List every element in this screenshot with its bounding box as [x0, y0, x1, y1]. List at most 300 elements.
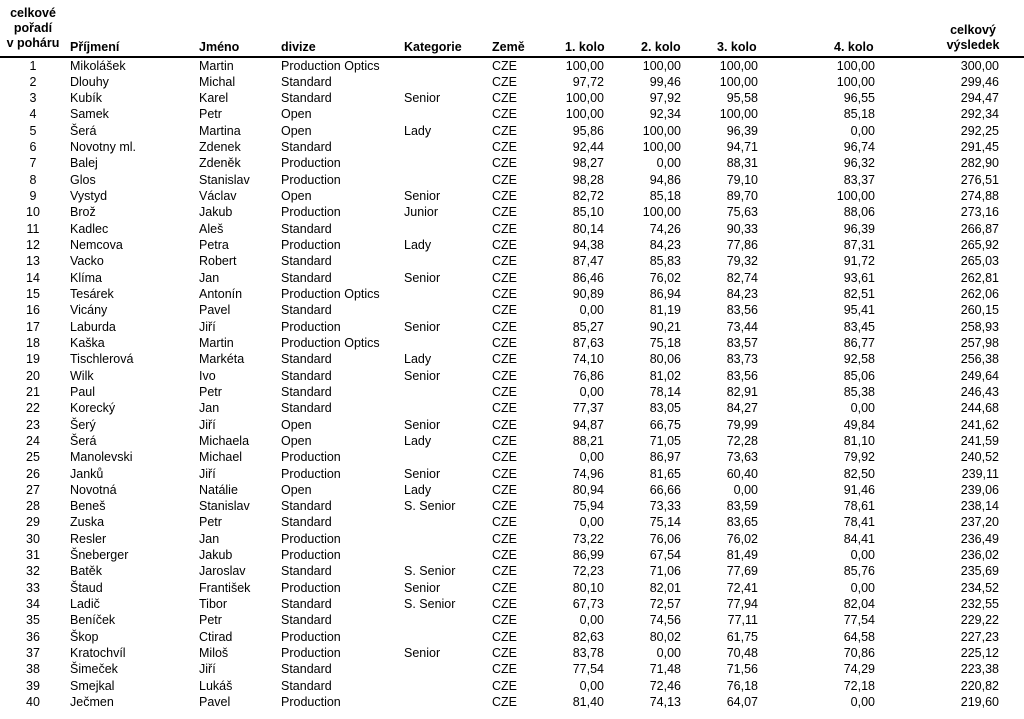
division-cell: Open — [281, 107, 312, 122]
table-row — [0, 204, 1024, 220]
country-cell: CZE — [492, 140, 517, 155]
round1-cell: 86,46 — [572, 270, 604, 285]
surname-cell: Tischlerová — [70, 352, 134, 367]
country-cell: CZE — [492, 466, 517, 481]
round3-cell: 77,86 — [726, 238, 758, 253]
surname-cell: Kadlec — [70, 221, 109, 236]
round1-cell: 98,27 — [572, 156, 604, 171]
round1-cell: 83,78 — [572, 646, 604, 661]
country-cell: CZE — [492, 286, 517, 301]
round1-cell: 77,37 — [572, 401, 604, 416]
rank-cell: 6 — [29, 140, 37, 155]
total-cell: 232,55 — [960, 597, 999, 612]
rank-cell: 24 — [26, 433, 40, 448]
round2-cell: 66,75 — [649, 417, 681, 432]
round3-cell: 77,11 — [727, 613, 758, 628]
round4-cell: 72,18 — [843, 678, 875, 693]
table-row — [0, 449, 1024, 465]
total-cell: 227,23 — [960, 629, 999, 644]
round3-cell: 82,74 — [726, 270, 758, 285]
round2-cell: 84,23 — [649, 238, 681, 253]
rank-cell: 38 — [26, 662, 40, 677]
rank-cell: 18 — [26, 335, 40, 350]
country-cell: CZE — [492, 564, 517, 579]
round4-cell: 0,00 — [850, 123, 875, 138]
rank-cell: 4 — [29, 107, 37, 122]
name-cell: Jakub — [199, 205, 233, 220]
header-round1: 1. kolo — [565, 40, 605, 54]
table-row — [0, 368, 1024, 384]
round1-cell: 76,86 — [572, 368, 604, 383]
table-row — [0, 629, 1024, 645]
round3-cell: 70,48 — [726, 646, 758, 661]
country-cell: CZE — [492, 189, 517, 204]
round1-cell: 74,96 — [572, 466, 604, 481]
round3-cell: 83,65 — [726, 515, 758, 530]
round2-cell: 97,92 — [649, 91, 681, 106]
round1-cell: 80,94 — [572, 482, 604, 497]
round1-cell: 0,00 — [579, 384, 604, 399]
rank-cell: 5 — [29, 123, 37, 138]
round2-cell: 94,86 — [649, 172, 681, 187]
surname-cell: Samek — [70, 107, 109, 122]
round4-cell: 95,41 — [843, 303, 875, 318]
round1-cell: 82,72 — [572, 189, 604, 204]
surname-cell: Laburda — [70, 319, 116, 334]
country-cell: CZE — [492, 335, 517, 350]
category-cell: Junior — [404, 205, 439, 220]
table-row — [0, 694, 1024, 710]
surname-cell: Šerá — [70, 433, 97, 448]
rank-cell: 10 — [26, 205, 40, 220]
total-cell: 239,06 — [960, 482, 999, 497]
round4-cell: 87,31 — [843, 238, 875, 253]
table-row — [0, 286, 1024, 302]
total-cell: 237,20 — [960, 515, 999, 530]
surname-cell: Nemcova — [70, 238, 123, 253]
round3-cell: 89,70 — [726, 189, 758, 204]
round4-cell: 91,46 — [843, 482, 875, 497]
total-cell: 225,12 — [960, 646, 999, 661]
name-cell: Michael — [199, 450, 243, 465]
round4-cell: 96,32 — [843, 156, 875, 171]
table-row — [0, 547, 1024, 563]
name-cell: Miloš — [199, 646, 229, 661]
round3-cell: 96,39 — [726, 123, 758, 138]
round1-cell: 94,38 — [572, 238, 604, 253]
name-cell: Pavel — [199, 694, 231, 709]
table-row — [0, 90, 1024, 106]
table-row — [0, 188, 1024, 204]
country-cell: CZE — [492, 417, 517, 432]
rank-cell: 2 — [29, 74, 37, 89]
round2-cell: 81,19 — [649, 303, 681, 318]
surname-cell: Kratochvíl — [70, 646, 126, 661]
country-cell: CZE — [492, 580, 517, 595]
division-cell: Production — [281, 466, 341, 481]
name-cell: Petr — [199, 107, 222, 122]
round3-cell: 81,49 — [726, 548, 758, 563]
total-cell: 260,15 — [960, 303, 999, 318]
round3-cell: 83,56 — [726, 303, 758, 318]
round3-cell: 95,58 — [726, 91, 758, 106]
country-cell: CZE — [492, 482, 517, 497]
table-row — [0, 106, 1024, 122]
rank-cell: 26 — [26, 466, 40, 481]
surname-cell: Novotná — [70, 482, 117, 497]
round3-cell: 90,33 — [726, 221, 758, 236]
round2-cell: 80,02 — [649, 629, 681, 644]
total-cell: 292,25 — [960, 123, 999, 138]
rank-cell: 28 — [26, 499, 40, 514]
division-cell: Standard — [281, 352, 332, 367]
round4-cell: 74,29 — [843, 662, 875, 677]
division-cell: Standard — [281, 613, 332, 628]
total-cell: 282,90 — [960, 156, 999, 171]
name-cell: Jan — [199, 270, 220, 285]
name-cell: Stanislav — [199, 499, 250, 514]
name-cell: Jiří — [199, 662, 216, 677]
division-cell: Production Optics — [281, 335, 380, 350]
header-name: Jméno — [199, 40, 240, 54]
round1-cell: 85,10 — [572, 205, 604, 220]
round3-cell: 0,00 — [733, 482, 758, 497]
total-cell: 229,22 — [960, 613, 999, 628]
round3-cell: 75,63 — [726, 205, 758, 220]
name-cell: Tibor — [199, 597, 228, 612]
table-row — [0, 123, 1024, 139]
round2-cell: 81,02 — [649, 368, 681, 383]
total-cell: 236,49 — [960, 531, 999, 546]
table-row — [0, 237, 1024, 253]
name-cell: Lukáš — [199, 678, 233, 693]
division-cell: Standard — [281, 140, 332, 155]
country-cell: CZE — [492, 629, 517, 644]
round2-cell: 71,05 — [649, 433, 681, 448]
country-cell: CZE — [492, 221, 517, 236]
category-cell: Senior — [404, 466, 441, 481]
category-cell: Senior — [404, 189, 441, 204]
country-cell: CZE — [492, 107, 517, 122]
round3-cell: 100,00 — [719, 107, 758, 122]
header-division: divize — [281, 40, 316, 54]
header-round3: 3. kolo — [717, 40, 757, 54]
table-row — [0, 172, 1024, 188]
table-row — [0, 302, 1024, 318]
round3-cell: 82,91 — [726, 384, 758, 399]
category-cell: Lady — [404, 433, 432, 448]
name-cell: Jan — [199, 401, 220, 416]
rank-cell: 35 — [26, 613, 40, 628]
round2-cell: 0,00 — [656, 156, 681, 171]
surname-cell: Resler — [70, 531, 107, 546]
round4-cell: 85,38 — [843, 384, 875, 399]
division-cell: Standard — [281, 515, 332, 530]
country-cell: CZE — [492, 123, 517, 138]
header-total — [940, 23, 1006, 53]
round1-cell: 88,21 — [572, 433, 604, 448]
round2-cell: 85,83 — [649, 254, 681, 269]
round4-cell: 70,86 — [843, 646, 875, 661]
country-cell: CZE — [492, 319, 517, 334]
round2-cell: 74,26 — [649, 221, 681, 236]
round2-cell: 81,65 — [649, 466, 681, 481]
total-cell: 241,62 — [960, 417, 999, 432]
total-cell: 220,82 — [960, 678, 999, 693]
surname-cell: Glos — [70, 172, 96, 187]
total-cell: 256,38 — [960, 352, 999, 367]
table-row — [0, 139, 1024, 155]
round1-cell: 0,00 — [579, 450, 604, 465]
round4-cell: 100,00 — [836, 58, 875, 73]
table-row — [0, 400, 1024, 416]
division-cell: Open — [281, 433, 312, 448]
rank-cell: 23 — [26, 417, 40, 432]
total-cell: 257,98 — [960, 335, 999, 350]
total-cell: 239,11 — [961, 466, 999, 481]
division-cell: Open — [281, 482, 312, 497]
name-cell: František — [199, 580, 251, 595]
round2-cell: 82,01 — [649, 580, 681, 595]
country-cell: CZE — [492, 678, 517, 693]
round4-cell: 85,06 — [843, 368, 875, 383]
table-row — [0, 270, 1024, 286]
rank-cell: 16 — [26, 303, 40, 318]
category-cell: Senior — [404, 646, 441, 661]
surname-cell: Ječmen — [70, 694, 114, 709]
surname-cell: Šerý — [70, 417, 96, 432]
round2-cell: 100,00 — [642, 140, 681, 155]
total-cell: 273,16 — [960, 205, 999, 220]
round4-cell: 93,61 — [843, 270, 875, 285]
country-cell: CZE — [492, 515, 517, 530]
round1-cell: 74,10 — [572, 352, 604, 367]
table-row — [0, 498, 1024, 514]
surname-cell: Štaud — [70, 580, 103, 595]
round1-cell: 86,99 — [572, 548, 604, 563]
table-row — [0, 466, 1024, 482]
rank-cell: 12 — [26, 238, 40, 253]
division-cell: Standard — [281, 74, 332, 89]
rank-cell: 21 — [26, 384, 40, 399]
division-cell: Standard — [281, 401, 332, 416]
name-cell: Martin — [199, 58, 234, 73]
surname-cell: Brož — [70, 205, 96, 220]
round2-cell: 66,66 — [649, 482, 681, 497]
total-cell: 265,03 — [960, 254, 999, 269]
total-cell: 274,88 — [960, 189, 999, 204]
name-cell: Stanislav — [199, 172, 250, 187]
total-cell: 241,59 — [960, 433, 999, 448]
surname-cell: Paul — [70, 384, 96, 399]
rank-cell: 36 — [26, 629, 40, 644]
table-row — [0, 580, 1024, 596]
division-cell: Production — [281, 238, 341, 253]
round4-cell: 85,76 — [843, 564, 875, 579]
rank-cell: 3 — [29, 91, 37, 106]
surname-cell: Vacko — [70, 254, 104, 269]
surname-cell: Dlouhy — [70, 74, 109, 89]
division-cell: Production — [281, 531, 341, 546]
country-cell: CZE — [492, 433, 517, 448]
name-cell: Petr — [199, 613, 222, 628]
round2-cell: 92,34 — [649, 107, 681, 122]
name-cell: Martin — [199, 335, 234, 350]
table-row — [0, 384, 1024, 400]
name-cell: Markéta — [199, 352, 245, 367]
name-cell: Natálie — [199, 482, 238, 497]
name-cell: Antonín — [199, 286, 243, 301]
division-cell: Production — [281, 694, 341, 709]
category-cell: Lady — [404, 352, 432, 367]
round3-cell: 73,63 — [726, 450, 758, 465]
division-cell: Standard — [281, 270, 332, 285]
round3-cell: 84,27 — [726, 401, 758, 416]
division-cell: Production Optics — [281, 58, 380, 73]
header-rank-line-2: pořadí — [13, 21, 53, 35]
table-row — [0, 645, 1024, 661]
country-cell: CZE — [492, 238, 517, 253]
round4-cell: 100,00 — [836, 74, 875, 89]
division-cell: Standard — [281, 303, 332, 318]
country-cell: CZE — [492, 156, 517, 171]
category-cell: Lady — [404, 482, 432, 497]
round4-cell: 81,10 — [843, 433, 875, 448]
surname-cell: Beníček — [70, 613, 116, 628]
division-cell: Production — [281, 629, 341, 644]
round4-cell: 0,00 — [850, 580, 875, 595]
round4-cell: 77,54 — [843, 613, 875, 628]
name-cell: Aleš — [199, 221, 224, 236]
country-cell: CZE — [492, 384, 517, 399]
round1-cell: 72,23 — [572, 564, 604, 579]
category-cell: Senior — [404, 417, 441, 432]
surname-cell: Novotny ml. — [70, 140, 136, 155]
round2-cell: 76,06 — [649, 531, 681, 546]
division-cell: Production Optics — [281, 286, 380, 301]
round1-cell: 87,63 — [572, 335, 604, 350]
country-cell: CZE — [492, 613, 517, 628]
name-cell: Robert — [199, 254, 237, 269]
total-cell: 292,34 — [960, 107, 999, 122]
round3-cell: 64,07 — [726, 694, 758, 709]
total-cell: 236,02 — [960, 548, 999, 563]
category-cell: Lady — [404, 238, 432, 253]
round3-cell: 100,00 — [719, 74, 758, 89]
rank-cell: 31 — [26, 548, 40, 563]
round2-cell: 78,14 — [649, 384, 681, 399]
rank-cell: 27 — [26, 482, 40, 497]
round2-cell: 86,94 — [649, 286, 681, 301]
surname-cell: Ladič — [70, 597, 100, 612]
round3-cell: 79,32 — [726, 254, 758, 269]
round1-cell: 90,89 — [572, 286, 604, 301]
surname-cell: Balej — [70, 156, 98, 171]
country-cell: CZE — [492, 74, 517, 89]
country-cell: CZE — [492, 531, 517, 546]
category-cell: Lady — [404, 123, 432, 138]
total-cell: 294,47 — [960, 91, 999, 106]
country-cell: CZE — [492, 58, 517, 73]
round1-cell: 81,40 — [572, 694, 604, 709]
name-cell: Michal — [199, 74, 236, 89]
header-country: Země — [492, 40, 525, 54]
country-cell: CZE — [492, 662, 517, 677]
total-cell: 219,60 — [960, 694, 999, 709]
header-round2: 2. kolo — [641, 40, 681, 54]
round4-cell: 78,61 — [843, 499, 875, 514]
round3-cell: 84,23 — [726, 286, 758, 301]
round2-cell: 71,06 — [649, 564, 681, 579]
country-cell: CZE — [492, 548, 517, 563]
table-row — [0, 74, 1024, 90]
table-row — [0, 58, 1024, 74]
division-cell: Open — [281, 417, 312, 432]
header-rank-line-1: celkové — [10, 6, 56, 20]
table-row — [0, 563, 1024, 579]
country-cell: CZE — [492, 172, 517, 187]
surname-cell: Mikolášek — [70, 58, 126, 73]
country-cell: CZE — [492, 205, 517, 220]
division-cell: Production — [281, 205, 341, 220]
surname-cell: Tesárek — [70, 286, 114, 301]
table-row — [0, 433, 1024, 449]
division-cell: Standard — [281, 221, 332, 236]
total-cell: 238,14 — [960, 499, 999, 514]
round3-cell: 60,40 — [726, 466, 758, 481]
division-cell: Production — [281, 450, 341, 465]
round3-cell: 73,44 — [726, 319, 758, 334]
surname-cell: Korecký — [70, 401, 116, 416]
total-cell: 276,51 — [960, 172, 999, 187]
total-cell: 234,52 — [960, 580, 999, 595]
category-cell: Senior — [404, 270, 441, 285]
name-cell: Petr — [199, 384, 222, 399]
round1-cell: 87,47 — [572, 254, 604, 269]
round1-cell: 98,28 — [572, 172, 604, 187]
round1-cell: 100,00 — [565, 107, 604, 122]
surname-cell: Šerá — [70, 123, 97, 138]
surname-cell: Manolevski — [70, 450, 133, 465]
name-cell: Jakub — [199, 548, 233, 563]
table-row — [0, 482, 1024, 498]
rank-cell: 14 — [26, 270, 40, 285]
rank-cell: 37 — [26, 646, 40, 661]
round3-cell: 72,28 — [726, 433, 758, 448]
name-cell: Michaela — [199, 433, 250, 448]
name-cell: Jan — [199, 531, 220, 546]
round1-cell: 100,00 — [565, 58, 604, 73]
rank-cell: 40 — [26, 694, 40, 709]
country-cell: CZE — [492, 368, 517, 383]
round1-cell: 97,72 — [572, 74, 604, 89]
division-cell: Production — [281, 156, 341, 171]
rank-cell: 19 — [26, 352, 40, 367]
round4-cell: 83,45 — [843, 319, 875, 334]
total-cell: 262,81 — [960, 270, 999, 285]
round2-cell: 72,57 — [649, 597, 681, 612]
header-surname: Příjmení — [70, 40, 120, 54]
round4-cell: 82,04 — [843, 597, 875, 612]
table-row — [0, 335, 1024, 351]
country-cell: CZE — [492, 450, 517, 465]
header-round4: 4. kolo — [834, 40, 874, 54]
rank-cell: 15 — [26, 286, 40, 301]
category-cell: Senior — [404, 91, 441, 106]
round4-cell: 0,00 — [850, 401, 875, 416]
round3-cell: 76,18 — [726, 678, 758, 693]
round2-cell: 75,14 — [649, 515, 681, 530]
